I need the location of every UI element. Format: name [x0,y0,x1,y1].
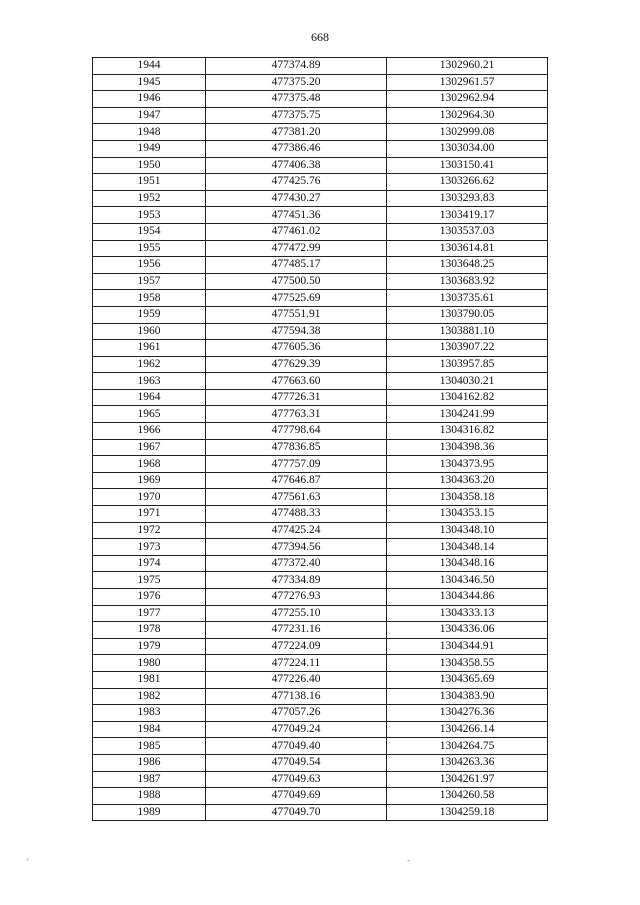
point-number-cell: 1947 [93,107,206,124]
point-number-cell: 1964 [93,389,206,406]
y-coordinate-cell: 1303648.25 [387,257,548,274]
x-coordinate-cell: 477594.38 [206,323,387,340]
y-coordinate-cell: 1304358.55 [387,655,548,672]
table-row [93,804,548,821]
x-coordinate-cell: 477049.63 [206,771,387,788]
x-coordinate-cell: 477425.24 [206,522,387,539]
y-coordinate-cell: 1303266.62 [387,174,548,191]
point-number-cell: 1974 [93,555,206,572]
y-coordinate-cell: 1303150.41 [387,157,548,174]
x-coordinate-cell: 477276.93 [206,589,387,606]
table-row [93,638,548,655]
x-coordinate-cell: 477605.36 [206,340,387,357]
y-coordinate-cell: 1304373.95 [387,456,548,473]
point-number-cell: 1975 [93,572,206,589]
x-coordinate-cell: 477224.11 [206,655,387,672]
table-row [93,174,548,191]
x-coordinate-cell: 477224.09 [206,638,387,655]
point-number-cell: 1944 [93,58,206,75]
y-coordinate-cell: 1304241.99 [387,406,548,423]
x-coordinate-cell: 477372.40 [206,555,387,572]
point-number-cell: 1979 [93,638,206,655]
point-number-cell: 1976 [93,589,206,606]
y-coordinate-cell: 1304276.36 [387,705,548,722]
table-row [93,605,548,622]
point-number-cell: 1989 [93,804,206,821]
x-coordinate-cell: 477231.16 [206,622,387,639]
point-number-cell: 1970 [93,489,206,506]
x-coordinate-cell: 477057.26 [206,705,387,722]
x-coordinate-cell: 477500.50 [206,273,387,290]
point-number-cell: 1965 [93,406,206,423]
point-number-cell: 1982 [93,688,206,705]
point-number-cell: 1946 [93,91,206,108]
point-number-cell: 1981 [93,671,206,688]
point-number-cell: 1980 [93,655,206,672]
point-number-cell: 1945 [93,74,206,91]
table-row [93,207,548,224]
scan-speck-left: ' [27,857,29,867]
x-coordinate-cell: 477646.87 [206,472,387,489]
table-row [93,506,548,523]
point-number-cell: 1966 [93,423,206,440]
table-row [93,771,548,788]
y-coordinate-cell: 1302999.08 [387,124,548,141]
x-coordinate-cell: 477049.40 [206,738,387,755]
y-coordinate-cell: 1304353.15 [387,506,548,523]
y-coordinate-cell: 1304348.14 [387,539,548,556]
y-coordinate-cell: 1304398.36 [387,439,548,456]
x-coordinate-cell: 477561.63 [206,489,387,506]
table-row [93,91,548,108]
y-coordinate-cell: 1303683.92 [387,273,548,290]
x-coordinate-cell: 477255.10 [206,605,387,622]
x-coordinate-cell: 477451.36 [206,207,387,224]
y-coordinate-cell: 1303735.61 [387,290,548,307]
table-row [93,273,548,290]
x-coordinate-cell: 477226.40 [206,671,387,688]
x-coordinate-cell: 477406.38 [206,157,387,174]
x-coordinate-cell: 477430.27 [206,190,387,207]
x-coordinate-cell: 477798.64 [206,423,387,440]
y-coordinate-cell: 1304348.16 [387,555,548,572]
table-row [93,489,548,506]
y-coordinate-cell: 1304263.36 [387,754,548,771]
y-coordinate-cell: 1304344.91 [387,638,548,655]
table-row [93,306,548,323]
y-coordinate-cell: 1304348.10 [387,522,548,539]
table-row [93,58,548,75]
point-number-cell: 1963 [93,373,206,390]
y-coordinate-cell: 1304333.13 [387,605,548,622]
point-number-cell: 1987 [93,771,206,788]
y-coordinate-cell: 1303293.83 [387,190,548,207]
point-number-cell: 1956 [93,257,206,274]
y-coordinate-cell: 1304261.97 [387,771,548,788]
table-row [93,622,548,639]
y-coordinate-cell: 1304363.20 [387,472,548,489]
x-coordinate-cell: 477485.17 [206,257,387,274]
x-coordinate-cell: 477757.09 [206,456,387,473]
x-coordinate-cell: 477375.20 [206,74,387,91]
x-coordinate-cell: 477488.33 [206,506,387,523]
y-coordinate-cell: 1304358.18 [387,489,548,506]
y-coordinate-cell: 1304346.50 [387,572,548,589]
point-number-cell: 1961 [93,340,206,357]
point-number-cell: 1955 [93,240,206,257]
table-row [93,439,548,456]
table-row [93,107,548,124]
table-row [93,655,548,672]
y-coordinate-cell: 1304162.82 [387,389,548,406]
x-coordinate-cell: 477334.89 [206,572,387,589]
x-coordinate-cell: 477525.69 [206,290,387,307]
point-number-cell: 1952 [93,190,206,207]
table-row [93,522,548,539]
point-number-cell: 1977 [93,605,206,622]
point-number-cell: 1972 [93,522,206,539]
point-number-cell: 1949 [93,140,206,157]
x-coordinate-cell: 477381.20 [206,124,387,141]
x-coordinate-cell: 477374.89 [206,58,387,75]
x-coordinate-cell: 477551.91 [206,306,387,323]
y-coordinate-cell: 1303790.05 [387,306,548,323]
x-coordinate-cell: 477836.85 [206,439,387,456]
y-coordinate-cell: 1302961.57 [387,74,548,91]
y-coordinate-cell: 1302964.30 [387,107,548,124]
table-row [93,572,548,589]
point-number-cell: 1985 [93,738,206,755]
y-coordinate-cell: 1304266.14 [387,721,548,738]
x-coordinate-cell: 477049.69 [206,788,387,805]
table-row [93,290,548,307]
table-row [93,472,548,489]
point-number-cell: 1986 [93,754,206,771]
table-row [93,74,548,91]
table-row [93,223,548,240]
x-coordinate-cell: 477629.39 [206,356,387,373]
y-coordinate-cell: 1302962.94 [387,91,548,108]
x-coordinate-cell: 477049.54 [206,754,387,771]
point-number-cell: 1950 [93,157,206,174]
x-coordinate-cell: 477726.31 [206,389,387,406]
table-row [93,671,548,688]
table-row [93,423,548,440]
point-number-cell: 1948 [93,124,206,141]
coordinate-table [92,57,548,821]
table-row [93,705,548,722]
table-row [93,124,548,141]
point-number-cell: 1978 [93,622,206,639]
x-coordinate-cell: 477375.48 [206,91,387,108]
y-coordinate-cell: 1302960.21 [387,58,548,75]
table-row [93,406,548,423]
table-row [93,323,548,340]
table-row [93,356,548,373]
y-coordinate-cell: 1304264.75 [387,738,548,755]
table-row [93,688,548,705]
y-coordinate-cell: 1303907.22 [387,340,548,357]
table-row [93,589,548,606]
scan-speck-right: - [407,855,410,865]
point-number-cell: 1967 [93,439,206,456]
y-coordinate-cell: 1303614.81 [387,240,548,257]
point-number-cell: 1983 [93,705,206,722]
y-coordinate-cell: 1304260.58 [387,788,548,805]
table-row [93,754,548,771]
table-row [93,555,548,572]
y-coordinate-cell: 1303537.03 [387,223,548,240]
point-number-cell: 1958 [93,290,206,307]
table-row [93,240,548,257]
y-coordinate-cell: 1304316.82 [387,423,548,440]
point-number-cell: 1954 [93,223,206,240]
y-coordinate-cell: 1304030.21 [387,373,548,390]
y-coordinate-cell: 1304365.69 [387,671,548,688]
y-coordinate-cell: 1303419.17 [387,207,548,224]
table-row [93,140,548,157]
point-number-cell: 1953 [93,207,206,224]
x-coordinate-cell: 477472.99 [206,240,387,257]
point-number-cell: 1962 [93,356,206,373]
point-number-cell: 1971 [93,506,206,523]
x-coordinate-cell: 477375.75 [206,107,387,124]
table-row [93,788,548,805]
x-coordinate-cell: 477763.31 [206,406,387,423]
y-coordinate-cell: 1303034.00 [387,140,548,157]
y-coordinate-cell: 1304336.06 [387,622,548,639]
x-coordinate-cell: 477138.16 [206,688,387,705]
point-number-cell: 1968 [93,456,206,473]
y-coordinate-cell: 1304259.18 [387,804,548,821]
x-coordinate-cell: 477394.56 [206,539,387,556]
x-coordinate-cell: 477386.46 [206,140,387,157]
y-coordinate-cell: 1303881.10 [387,323,548,340]
point-number-cell: 1984 [93,721,206,738]
table-row [93,539,548,556]
x-coordinate-cell: 477049.24 [206,721,387,738]
table-row [93,190,548,207]
point-number-cell: 1959 [93,306,206,323]
point-number-cell: 1988 [93,788,206,805]
table-row [93,373,548,390]
point-number-cell: 1960 [93,323,206,340]
x-coordinate-cell: 477049.70 [206,804,387,821]
x-coordinate-cell: 477461.02 [206,223,387,240]
table-row [93,721,548,738]
table-row [93,738,548,755]
point-number-cell: 1951 [93,174,206,191]
coordinate-table-body [93,58,548,821]
table-row [93,389,548,406]
table-row [93,456,548,473]
point-number-cell: 1973 [93,539,206,556]
table-row [93,257,548,274]
x-coordinate-cell: 477663.60 [206,373,387,390]
y-coordinate-cell: 1304344.86 [387,589,548,606]
point-number-cell: 1969 [93,472,206,489]
page-number: 668 [311,30,329,44]
x-coordinate-cell: 477425.76 [206,174,387,191]
table-row [93,340,548,357]
y-coordinate-cell: 1304383.90 [387,688,548,705]
y-coordinate-cell: 1303957.85 [387,356,548,373]
table-row [93,157,548,174]
point-number-cell: 1957 [93,273,206,290]
